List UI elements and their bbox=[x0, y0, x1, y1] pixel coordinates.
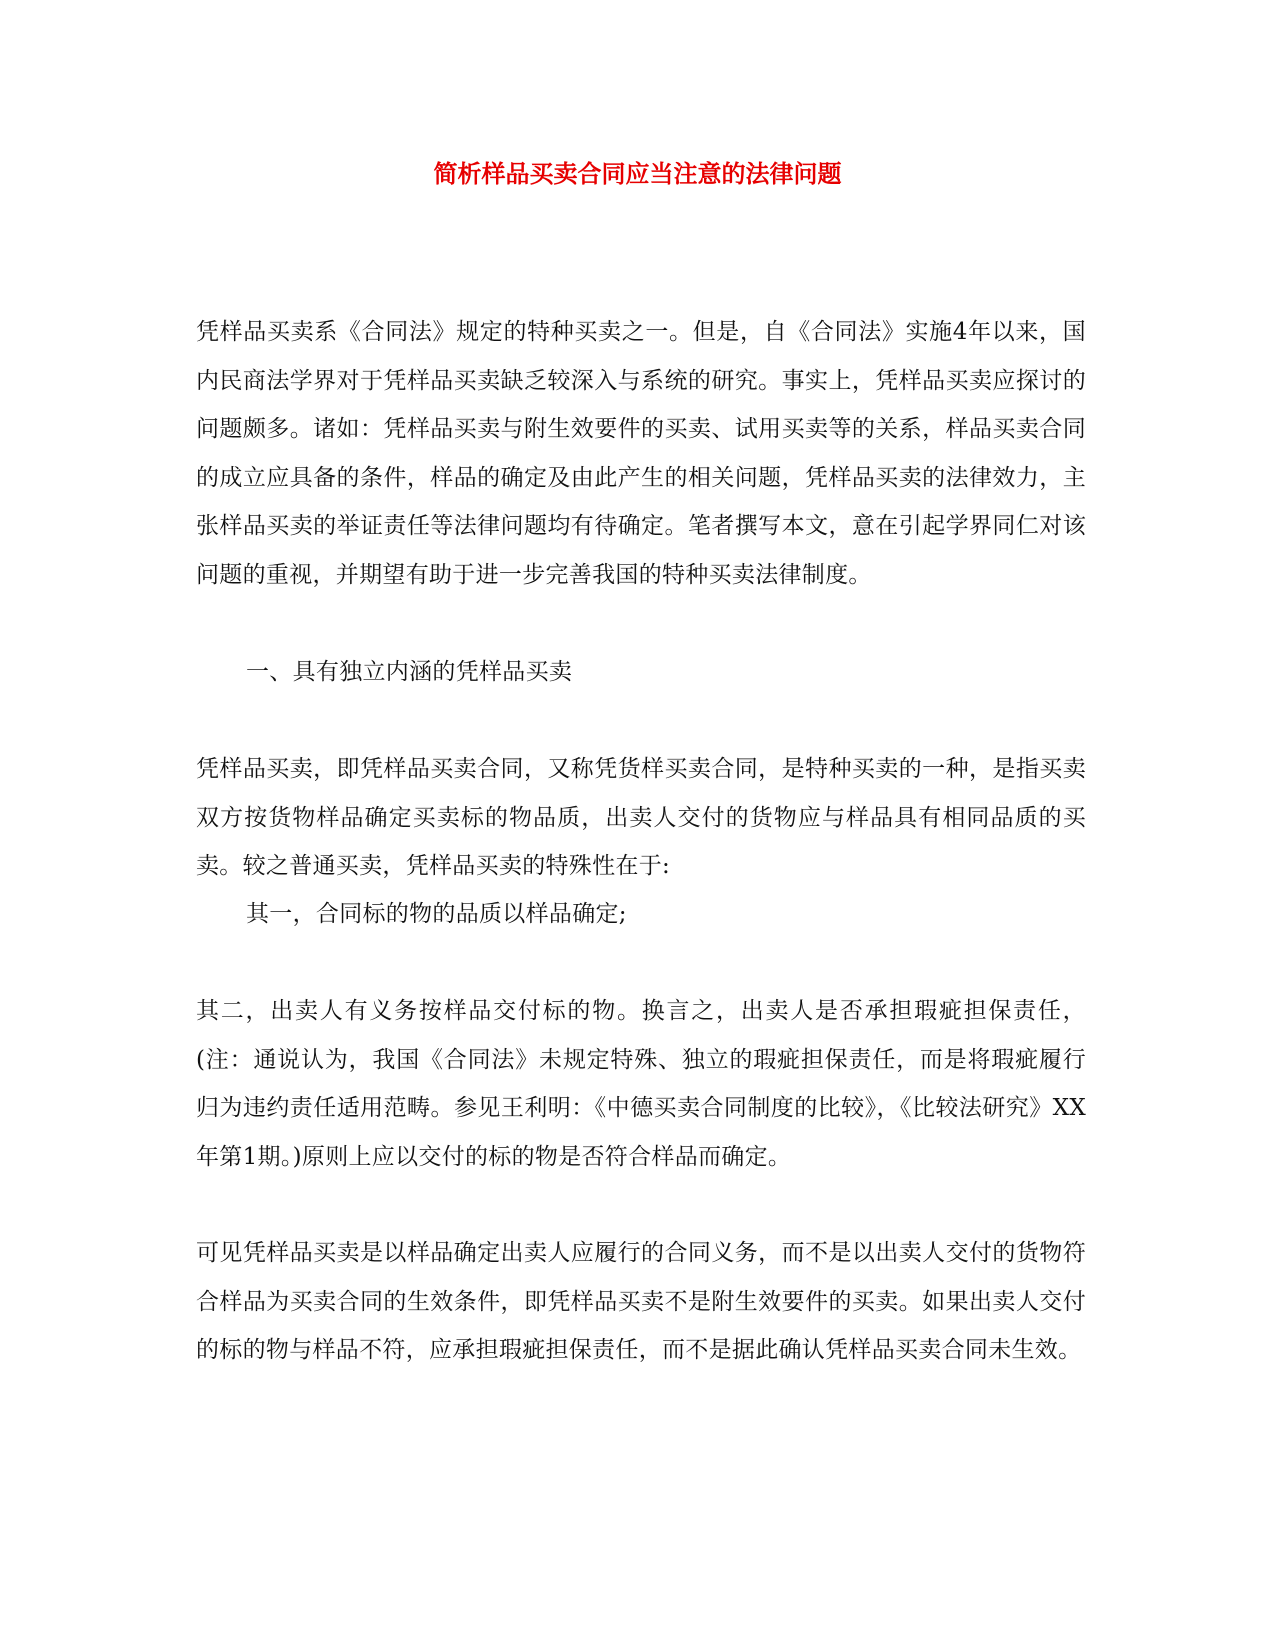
body-paragraph: 可见凭样品买卖是以样品确定出卖人应履行的合同义务，而不是以出卖人交付的货物符合样品为买卖合同的生效条件，即凭样品买卖不是附生效要件的买卖。如果出卖人交付的标的物与样品不符，应承担瑕疵担保责任，而不是据此确认凭样品买卖合同未生效。 bbox=[196, 1240, 1086, 1363]
body-paragraph: 其一，合同标的物的品质以样品确定; bbox=[246, 901, 627, 927]
body-paragraph: 其二，出卖人有义务按样品交付标的物。换言之，出卖人是否承担瑕疵担保责任，(注：通说认为，我国《合同法》未规定特殊、独立的瑕疵担保责任，而是将瑕疵履行归为违约责任适用范畴。参见王利明：《中德买卖合同制度的比较》，《比较法研究》XX年第1期。)原则上应以交付的标的物是否符合样品而确定。 bbox=[196, 998, 1086, 1170]
body-paragraph: 凭样品买卖，即凭样品买卖合同，又称凭货样买卖合同，是特种买卖的一种，是指买卖双方按货物样品确定买卖标的物品质，出卖人交付的货物应与样品具有相同品质的买卖。较之普通买卖，凭样品买卖的特殊性在于: bbox=[196, 756, 1086, 879]
body-paragraph: 凭样品买卖系《合同法》规定的特种买卖之一。但是，自《合同法》实施4年以来，国内民商法学界对于凭样品买卖缺乏较深入与系统的研究。事实上，凭样品买卖应探讨的问题颇多。诸如：凭样品买卖与附生效要件的买卖、试用买卖等的关系，样品买卖合同的成立应具备的条件，样品的确定及由此产生的相关问题，凭样品买卖的法律效力，主张样品买卖的举证责任等法律问题均有待确定。笔者撰写本文，意在引起学界同仁对该问题的重视，并期望有助于进一步完善我国的特种买卖法律制度。 bbox=[196, 319, 1086, 588]
page-title: 简析样品买卖合同应当注意的法律问题 bbox=[433, 159, 842, 188]
section-heading: 一、具有独立内涵的凭样品买卖 bbox=[246, 659, 573, 685]
